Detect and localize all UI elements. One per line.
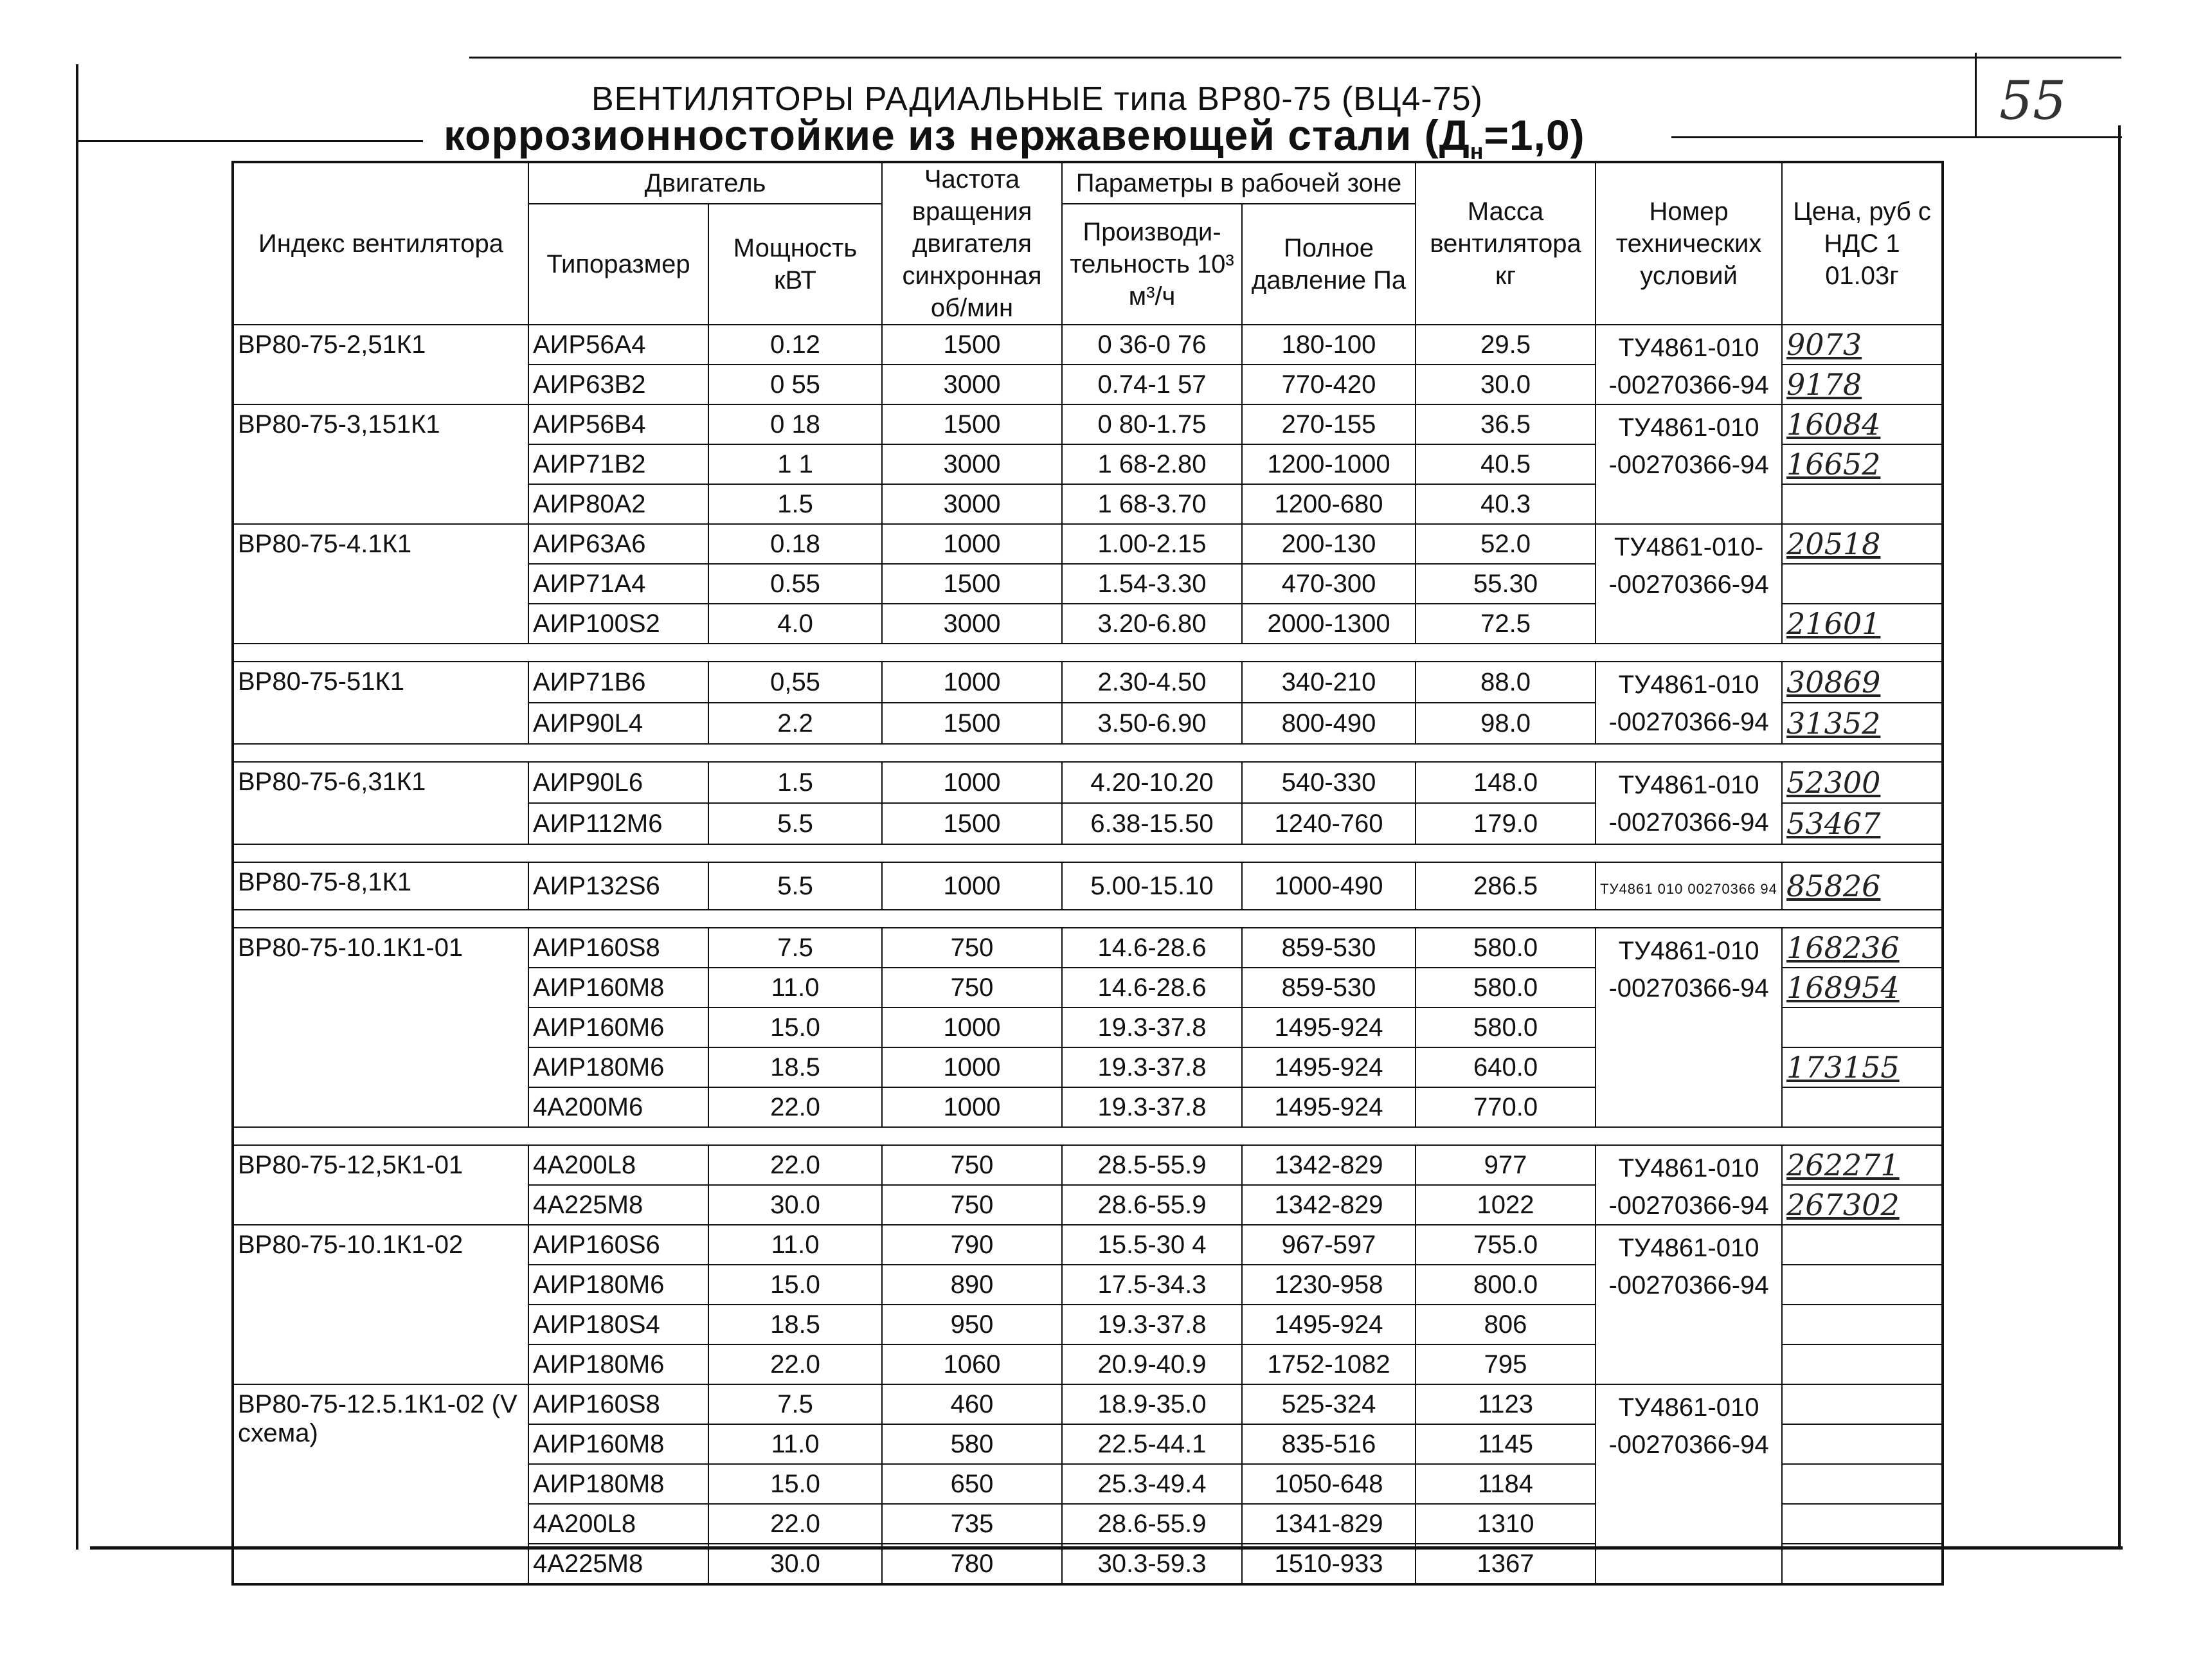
cell-mass: 40.5	[1416, 444, 1596, 484]
cell-pressure: 859-530	[1242, 928, 1416, 968]
table-row	[233, 862, 1943, 910]
cell-motor: АИР160S8	[528, 928, 708, 968]
cell-power: 0.18	[708, 524, 882, 564]
cell-capacity: 19.3-37.8	[1062, 1008, 1242, 1047]
cell-mass: 800.0	[1416, 1265, 1596, 1305]
header-params: Параметры в рабочей зоне	[1062, 162, 1416, 204]
header-index: Индекс вентилятора	[233, 162, 528, 325]
cell-pressure: 1341-829	[1242, 1504, 1416, 1544]
cell-motor: АИР160М8	[528, 968, 708, 1008]
cell-pressure: 1342-829	[1242, 1185, 1416, 1225]
cell-capacity: 1.54-3.30	[1062, 564, 1242, 604]
cell-motor: АИР180S4	[528, 1305, 708, 1344]
cell-price: 53467	[1782, 803, 1943, 844]
fan-index: ВР80-75-4.1К1	[233, 524, 528, 644]
cell-capacity: 19.3-37.8	[1062, 1087, 1242, 1127]
cell-power: 18.5	[708, 1047, 882, 1087]
cell-power: 5.5	[708, 803, 882, 844]
cell-capacity: 4.20-10.20	[1062, 762, 1242, 803]
cell-motor: 4А225М8	[528, 1544, 708, 1584]
fan-index: ВР80-75-8,1К1	[233, 862, 528, 910]
cell-power: 15.0	[708, 1008, 882, 1047]
table-row	[233, 762, 1943, 803]
cell-mass: 795	[1416, 1344, 1596, 1384]
cell-mass: 580.0	[1416, 1008, 1596, 1047]
cell-motor: АИР56В4	[528, 404, 708, 444]
cell-power: 30.0	[708, 1544, 882, 1584]
fan-index: ВР80-75-2,51К1	[233, 325, 528, 404]
separator-cell	[233, 1127, 1943, 1145]
cell-price	[1782, 484, 1943, 524]
cell-capacity: 28.6-55.9	[1062, 1185, 1242, 1225]
cell-pressure: 967-597	[1242, 1225, 1416, 1265]
cell-pressure: 1495-924	[1242, 1087, 1416, 1127]
cell-motor: АИР112М6	[528, 803, 708, 844]
cell-price	[1782, 1384, 1943, 1424]
cell-price	[1782, 564, 1943, 604]
cell-mass: 770.0	[1416, 1087, 1596, 1127]
cell-rpm: 890	[882, 1265, 1062, 1305]
cell-rpm: 3000	[882, 604, 1062, 644]
cell-mass: 1310	[1416, 1504, 1596, 1544]
cell-motor: АИР180М6	[528, 1265, 708, 1305]
cell-pressure: 1510-933	[1242, 1544, 1416, 1584]
fan-index: ВР80-75-10.1К1-01	[233, 928, 528, 1127]
cell-power: 22.0	[708, 1145, 882, 1185]
group-separator	[233, 844, 1943, 862]
cell-power: 7.5	[708, 1384, 882, 1424]
table-row	[233, 928, 1943, 968]
cell-pressure: 1240-760	[1242, 803, 1416, 844]
table-row	[233, 524, 1943, 564]
cell-power: 11.0	[708, 1225, 882, 1265]
cell-mass: 98.0	[1416, 703, 1596, 744]
header-pressure: Полное давление Па	[1242, 204, 1416, 325]
cell-price	[1782, 1424, 1943, 1464]
page-number: 55	[1999, 71, 2067, 132]
cell-mass: 755.0	[1416, 1225, 1596, 1265]
table-body	[233, 325, 1943, 1584]
cell-mass: 29.5	[1416, 325, 1596, 365]
header-rpm: Частота вращения двигателя синхронная об/мин	[882, 162, 1062, 325]
title-subscript: н	[1470, 140, 1484, 165]
cell-capacity: 17.5-34.3	[1062, 1265, 1242, 1305]
cell-rpm: 580	[882, 1424, 1062, 1464]
cell-capacity: 19.3-37.8	[1062, 1305, 1242, 1344]
cell-power: 0.55	[708, 564, 882, 604]
header-motor: Двигатель	[528, 162, 882, 204]
cell-price: 30869	[1782, 662, 1943, 703]
tech-conditions: ТУ4861-010 -00270366-94	[1596, 1225, 1782, 1384]
header-mass: Масса вентилятора кг	[1416, 162, 1596, 325]
cell-pressure: 1000-490	[1242, 862, 1416, 910]
title-rule-left	[76, 140, 423, 142]
title-line-1: ВЕНТИЛЯТОРЫ РАДИАЛЬНЫЕ типа ВР80-75 (ВЦ4-75)	[591, 80, 1483, 118]
cell-pressure: 200-130	[1242, 524, 1416, 564]
cell-power: 11.0	[708, 1424, 882, 1464]
cell-mass: 806	[1416, 1305, 1596, 1344]
cell-capacity: 25.3-49.4	[1062, 1464, 1242, 1504]
cell-rpm: 750	[882, 1185, 1062, 1225]
cell-power: 22.0	[708, 1087, 882, 1127]
cell-mass: 55.30	[1416, 564, 1596, 604]
cell-rpm: 1000	[882, 1047, 1062, 1087]
cell-rpm: 790	[882, 1225, 1062, 1265]
cell-rpm: 1000	[882, 524, 1062, 564]
cell-power: 1.5	[708, 484, 882, 524]
cell-price	[1782, 1464, 1943, 1504]
cell-rpm: 1000	[882, 1087, 1062, 1127]
cell-power: 0 18	[708, 404, 882, 444]
fan-index: ВР80-75-12,5К1-01	[233, 1145, 528, 1225]
cell-rpm: 1500	[882, 564, 1062, 604]
cell-power: 7.5	[708, 928, 882, 968]
cell-pressure: 800-490	[1242, 703, 1416, 744]
title-main: коррозионностойкие из нержавеющей стали (Д	[444, 111, 1470, 159]
cell-motor: 4А200L8	[528, 1145, 708, 1185]
cell-price: 168236	[1782, 928, 1943, 968]
cell-pressure: 340-210	[1242, 662, 1416, 703]
cell-price: 85826	[1782, 862, 1943, 910]
cell-rpm: 1500	[882, 703, 1062, 744]
cell-price: 20518	[1782, 524, 1943, 564]
title-end: =1,0)	[1484, 111, 1585, 159]
cell-capacity: 2.30-4.50	[1062, 662, 1242, 703]
cell-motor: АИР100S2	[528, 604, 708, 644]
cell-pressure: 1752-1082	[1242, 1344, 1416, 1384]
tech-conditions: ТУ4861-010 -00270366-94	[1596, 325, 1782, 404]
cell-pressure: 1200-680	[1242, 484, 1416, 524]
cell-power: 30.0	[708, 1185, 882, 1225]
cell-power: 22.0	[708, 1344, 882, 1384]
cell-motor: АИР160М8	[528, 1424, 708, 1464]
cell-pressure: 1200-1000	[1242, 444, 1416, 484]
cell-price: 173155	[1782, 1047, 1943, 1087]
cell-price	[1782, 1008, 1943, 1047]
cell-price: 168954	[1782, 968, 1943, 1008]
cell-mass: 88.0	[1416, 662, 1596, 703]
cell-pressure: 2000-1300	[1242, 604, 1416, 644]
cell-motor: АИР180М8	[528, 1464, 708, 1504]
cell-power: 18.5	[708, 1305, 882, 1344]
cell-rpm: 460	[882, 1384, 1062, 1424]
cell-price	[1782, 1265, 1943, 1305]
tech-conditions: ТУ4861-010 -00270366-94	[1596, 762, 1782, 844]
cell-capacity: 14.6-28.6	[1062, 928, 1242, 968]
tech-conditions: ТУ4861-010- -00270366-94	[1596, 524, 1782, 644]
header-motor-power: Мощность кВТ	[708, 204, 882, 325]
cell-power: 22.0	[708, 1504, 882, 1544]
cell-rpm: 3000	[882, 444, 1062, 484]
cell-pressure: 470-300	[1242, 564, 1416, 604]
cell-price: 16084	[1782, 404, 1943, 444]
cell-pressure: 1050-648	[1242, 1464, 1416, 1504]
cell-mass: 580.0	[1416, 928, 1596, 968]
cell-mass: 580.0	[1416, 968, 1596, 1008]
group-separator	[233, 910, 1943, 928]
separator-cell	[233, 644, 1943, 662]
cell-mass: 1145	[1416, 1424, 1596, 1464]
cell-rpm: 1500	[882, 325, 1062, 365]
cell-pressure: 1342-829	[1242, 1145, 1416, 1185]
tech-conditions: ТУ4861-010 -00270366-94	[1596, 404, 1782, 524]
cell-pressure: 1495-924	[1242, 1008, 1416, 1047]
cell-price: 31352	[1782, 703, 1943, 744]
fan-index: ВР80-75-12.5.1К1-02 (V схема)	[233, 1384, 528, 1584]
cell-capacity: 0 80-1.75	[1062, 404, 1242, 444]
cell-motor: АИР90L6	[528, 762, 708, 803]
fan-index: ВР80-75-51К1	[233, 662, 528, 744]
header-price: Цена, руб с НДС 1 01.03г	[1782, 162, 1943, 325]
cell-price: 21601	[1782, 604, 1943, 644]
cell-rpm: 780	[882, 1544, 1062, 1584]
table-row	[233, 1225, 1943, 1265]
cell-motor: АИР71В2	[528, 444, 708, 484]
cell-mass: 52.0	[1416, 524, 1596, 564]
cell-motor: АИР90L4	[528, 703, 708, 744]
cell-mass: 1184	[1416, 1464, 1596, 1504]
cell-motor: АИР71А4	[528, 564, 708, 604]
cell-capacity: 0 36-0 76	[1062, 325, 1242, 365]
cell-price: 9178	[1782, 365, 1943, 404]
cell-motor: 4А200L8	[528, 1504, 708, 1544]
cell-price: 267302	[1782, 1185, 1943, 1225]
group-separator	[233, 744, 1943, 762]
fan-index: ВР80-75-3,151К1	[233, 404, 528, 524]
cell-price	[1782, 1225, 1943, 1265]
cell-mass: 148.0	[1416, 762, 1596, 803]
group-separator	[233, 644, 1943, 662]
cell-power: 11.0	[708, 968, 882, 1008]
frame-left	[76, 64, 78, 1550]
cell-capacity: 6.38-15.50	[1062, 803, 1242, 844]
cell-pressure: 770-420	[1242, 365, 1416, 404]
cell-motor: АИР71В6	[528, 662, 708, 703]
header-motor-type: Типоразмер	[528, 204, 708, 325]
cell-pressure: 859-530	[1242, 968, 1416, 1008]
cell-power: 15.0	[708, 1265, 882, 1305]
tech-conditions: ТУ4861-010 -00270366-94	[1596, 662, 1782, 744]
cell-price	[1782, 1305, 1943, 1344]
cell-rpm: 1500	[882, 803, 1062, 844]
cell-motor: АИР63В2	[528, 365, 708, 404]
cell-pressure: 180-100	[1242, 325, 1416, 365]
separator-cell	[233, 744, 1943, 762]
cell-mass: 977	[1416, 1145, 1596, 1185]
fan-spec-table	[231, 161, 1944, 1586]
cell-rpm: 1000	[882, 662, 1062, 703]
title-line-2	[444, 111, 1585, 165]
table-row	[233, 325, 1943, 365]
cell-pressure: 1230-958	[1242, 1265, 1416, 1305]
cell-capacity: 3.50-6.90	[1062, 703, 1242, 744]
tech-conditions: ТУ4861 010 00270366 94	[1596, 862, 1782, 910]
cell-mass: 1367	[1416, 1544, 1596, 1584]
frame-right	[2118, 125, 2121, 1548]
cell-rpm: 3000	[882, 484, 1062, 524]
cell-capacity: 30.3-59.3	[1062, 1544, 1242, 1584]
cell-power: 2.2	[708, 703, 882, 744]
cell-capacity: 1 68-2.80	[1062, 444, 1242, 484]
cell-rpm: 750	[882, 928, 1062, 968]
cell-capacity: 1 68-3.70	[1062, 484, 1242, 524]
fan-index: ВР80-75-10.1К1-02	[233, 1225, 528, 1384]
cell-price: 9073	[1782, 325, 1943, 365]
cell-price: 16652	[1782, 444, 1943, 484]
table-row	[233, 404, 1943, 444]
cell-pressure: 270-155	[1242, 404, 1416, 444]
cell-power: 0.12	[708, 325, 882, 365]
cell-capacity: 22.5-44.1	[1062, 1424, 1242, 1464]
cell-power: 1 1	[708, 444, 882, 484]
header-capacity: Производи- тельность 10³ м³/ч	[1062, 204, 1242, 325]
cell-price	[1782, 1344, 1943, 1384]
cell-rpm: 950	[882, 1305, 1062, 1344]
cell-price	[1782, 1504, 1943, 1544]
cell-mass: 72.5	[1416, 604, 1596, 644]
cell-power: 0 55	[708, 365, 882, 404]
cell-capacity: 0.74-1 57	[1062, 365, 1242, 404]
cell-capacity: 14.6-28.6	[1062, 968, 1242, 1008]
cell-capacity: 28.6-55.9	[1062, 1504, 1242, 1544]
cell-mass: 286.5	[1416, 862, 1596, 910]
cell-capacity: 20.9-40.9	[1062, 1344, 1242, 1384]
cell-power: 15.0	[708, 1464, 882, 1504]
cell-capacity: 19.3-37.8	[1062, 1047, 1242, 1087]
cell-rpm: 1000	[882, 762, 1062, 803]
cell-rpm: 750	[882, 1145, 1062, 1185]
cell-mass: 40.3	[1416, 484, 1596, 524]
top-rule	[469, 57, 2121, 59]
table-row	[233, 662, 1943, 703]
cell-motor: 4А225М8	[528, 1185, 708, 1225]
cell-mass: 36.5	[1416, 404, 1596, 444]
cell-capacity: 15.5-30 4	[1062, 1225, 1242, 1265]
cell-motor: АИР132S6	[528, 862, 708, 910]
cell-power: 5.5	[708, 862, 882, 910]
cell-mass: 30.0	[1416, 365, 1596, 404]
header-tu: Номер технических условий	[1596, 162, 1782, 325]
cell-rpm: 1000	[882, 862, 1062, 910]
cell-price	[1782, 1544, 1943, 1584]
cell-rpm: 1500	[882, 404, 1062, 444]
cell-price: 262271	[1782, 1145, 1943, 1185]
cell-rpm: 1060	[882, 1344, 1062, 1384]
cell-capacity: 5.00-15.10	[1062, 862, 1242, 910]
cell-mass: 1022	[1416, 1185, 1596, 1225]
cell-capacity: 3.20-6.80	[1062, 604, 1242, 644]
cell-rpm: 1000	[882, 1008, 1062, 1047]
table-row	[233, 1145, 1943, 1185]
cell-pressure: 1495-924	[1242, 1305, 1416, 1344]
separator-cell	[233, 844, 1943, 862]
cell-capacity: 18.9-35.0	[1062, 1384, 1242, 1424]
cell-rpm: 3000	[882, 365, 1062, 404]
cell-motor: АИР63А6	[528, 524, 708, 564]
cell-motor: АИР160S6	[528, 1225, 708, 1265]
cell-motor: 4А200М6	[528, 1087, 708, 1127]
cell-capacity: 28.5-55.9	[1062, 1145, 1242, 1185]
cell-price: 52300	[1782, 762, 1943, 803]
cell-pressure: 835-516	[1242, 1424, 1416, 1464]
cell-rpm: 650	[882, 1464, 1062, 1504]
title-rule-right	[1671, 136, 2121, 138]
cell-motor: АИР160М6	[528, 1008, 708, 1047]
cell-rpm: 750	[882, 968, 1062, 1008]
cell-mass: 1123	[1416, 1384, 1596, 1424]
group-separator	[233, 1127, 1943, 1145]
cell-capacity: 1.00-2.15	[1062, 524, 1242, 564]
fan-index: ВР80-75-6,31К1	[233, 762, 528, 844]
tech-conditions: ТУ4861-010 -00270366-94	[1596, 1145, 1782, 1225]
cell-motor: АИР160S8	[528, 1384, 708, 1424]
cell-rpm: 735	[882, 1504, 1062, 1544]
cell-pressure: 525-324	[1242, 1384, 1416, 1424]
cell-mass: 179.0	[1416, 803, 1596, 844]
tech-conditions: ТУ4861-010 -00270366-94	[1596, 928, 1782, 1127]
cell-price	[1782, 1087, 1943, 1127]
cell-motor: АИР56А4	[528, 325, 708, 365]
cell-power: 0,55	[708, 662, 882, 703]
cell-motor: АИР180М6	[528, 1344, 708, 1384]
cell-pressure: 540-330	[1242, 762, 1416, 803]
separator-cell	[233, 910, 1943, 928]
cell-motor: АИР80А2	[528, 484, 708, 524]
cell-power: 1.5	[708, 762, 882, 803]
table-row	[233, 1384, 1943, 1424]
cell-power: 4.0	[708, 604, 882, 644]
cell-pressure: 1495-924	[1242, 1047, 1416, 1087]
tech-conditions: ТУ4861-010 -00270366-94	[1596, 1384, 1782, 1584]
cell-motor: АИР180М6	[528, 1047, 708, 1087]
cell-mass: 640.0	[1416, 1047, 1596, 1087]
